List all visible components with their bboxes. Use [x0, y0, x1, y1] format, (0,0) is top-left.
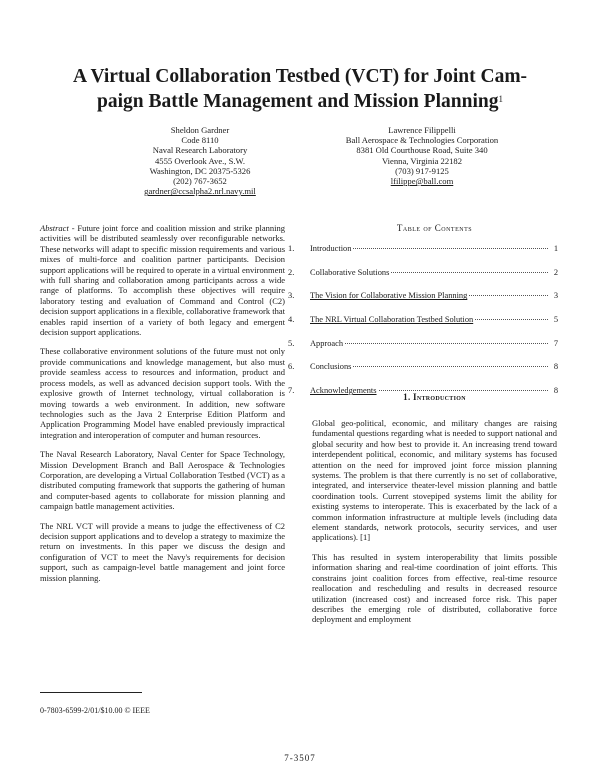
footnote-rule	[40, 692, 142, 693]
toc-number: 1.	[288, 244, 295, 253]
toc-entry[interactable]	[288, 244, 558, 268]
toc-leader-dots	[469, 295, 548, 296]
abstract-text: - Future joint force and coalition mission and strike planning activities will be distributed seamlessly over reconfigurable networks. These networks will adapt to specific mission requirements and various mixes of multi-force and coalition partner participants. Decision support applications will be required to operate in a virtual environment with full sharing and collaboration among participants across a wide range of platforms. To accomplish these objectives will require laboratory testing and evaluation of Command and Control (C2) decision support applications in a flexible, collaborative framework that enables rapid insertion of a variety of both legacy and emergent decision support applications.	[40, 223, 285, 338]
toc-page: 3	[553, 291, 558, 301]
toc-leader-dots	[353, 248, 548, 249]
toc-leader-dots	[391, 272, 548, 273]
toc-page: 2	[553, 267, 558, 277]
toc-number: 2.	[288, 267, 295, 277]
toc-leader-dots	[475, 319, 548, 320]
title-line-1: A Virtual Collaboration Testbed (VCT) for Joint Cam-	[72, 66, 528, 87]
toc-title: Table of Contents	[396, 223, 473, 233]
author-email[interactable]: gardner@ccsalpha2.nrl.navy.mil	[144, 186, 256, 197]
author-name: Lawrence Filippelli	[388, 125, 456, 135]
toc-entry[interactable]	[288, 339, 558, 363]
toc-leader-dots	[345, 343, 548, 344]
toc-leader-dots	[353, 366, 548, 367]
author-block-1	[80, 125, 320, 196]
toc-entry[interactable]	[288, 268, 558, 292]
table-of-contents	[288, 244, 558, 410]
author-affiliation-line: 4555 Overlook Ave., S.W.	[155, 155, 245, 166]
body-paragraph: The NRL VCT will provide a means to judge the effectiveness of C2 decision support applications and to develop a strategy to maximize the return on investments. In this paper we discuss the design and configuration of VCT to meet the Navy's requirements for decision support, such as campaign-level battle management and joint force mission planning.	[40, 520, 285, 583]
author-block-2	[302, 125, 542, 186]
toc-page: 1	[553, 244, 558, 253]
toc-page: 8	[553, 386, 558, 396]
body-paragraph: The Naval Research Laboratory, Naval Center for Space Technology, Mission Development Branch and Ball Aerospace & Technologies Corporation, are developing a Virtual Collaboration Testbed (VCT) as a distributed computing framework that supports the gathering of human and computer-based agents to collaborate for mission planning and campaign battle management activities.	[40, 449, 285, 512]
author-email[interactable]: lfilippe@ball.com	[390, 176, 454, 187]
body-paragraph: This has resulted in system interoperability that limits possible information sharing and real-time coordination of joint efforts. This constrains joint coalition forces from effective, real-time resource reallocation and rescheduling and results in decreased resource utilization (increased cost) and increased force risk. This paper describes the emerging role of distributed, collaborative force deployment and employment	[312, 551, 557, 625]
author-affiliation-line: Washington, DC 20375-5326	[149, 165, 251, 176]
toc-number: 3.	[288, 291, 295, 301]
page-number: 7-3507	[284, 753, 316, 763]
toc-number: 5.	[288, 338, 295, 348]
toc-label: The Vision for Collaborative Mission Planning	[310, 291, 468, 301]
toc-entry[interactable]	[288, 315, 558, 339]
author-affiliation-line: Ball Aerospace & Technologies Corporation	[345, 135, 499, 146]
author-phone: (202) 767-3652	[173, 176, 227, 187]
author-affiliation-line: Code 8110	[181, 135, 219, 146]
title-line-2: paign Battle Management and Mission Planning	[97, 91, 499, 112]
body-paragraph: These collaborative environment solutions of the future must not only provide communications and knowledge management, but also must provide seamless access to resources and information, product and process models, as well as advanced decision support tools. With the explosive growth of Internet technology, virtual collaboration is moving towards a web environment. In addition, new software technologies such as the Java 2 Enterprise Edition Platform and Application Programming Model have enabled previously impractical integration and interoperation of computer and human resources.	[40, 346, 285, 440]
toc-number: 7.	[288, 386, 295, 396]
title-footnote-mark: 1	[498, 94, 503, 104]
section-heading: 1. Introduction	[403, 392, 466, 402]
toc-label: Acknowledgements	[310, 386, 377, 396]
toc-label: Approach	[310, 338, 344, 348]
abstract	[40, 223, 285, 337]
toc-page: 7	[553, 338, 558, 348]
toc-leader-dots	[379, 390, 548, 391]
paper-title	[40, 64, 560, 114]
author-affiliation-line: 8381 Old Courthouse Road, Suite 340	[356, 145, 488, 156]
author-phone: (703) 917-9125	[395, 165, 449, 176]
toc-label: Introduction	[310, 244, 352, 253]
body-paragraph: Global geo-political, economic, and military changes are raising fundamental questions regarding what is needed to support national and global security and how best to provide it. An increasing trend toward interdependent political, economic, and military systems has focused attention on the need for improved joint force mission planning systems. The problem is that there currently is no set of collaborative, integrated, and interservice theater-level mission planning and battle coordination tools. Current stovepiped systems limit the ability for existing systems to interoperate. This is exacerbated by the lack of a common information infrastructure at multiple levels (including data element standards, network protocols, security services, and user applications). [1]	[312, 418, 557, 543]
toc-entry[interactable]	[288, 362, 558, 386]
author-affiliation-line: Naval Research Laboratory	[152, 145, 248, 156]
toc-number: 4.	[288, 315, 295, 325]
toc-page: 5	[553, 315, 558, 325]
copyright-footnote: 0-7803-6599-2/01/$10.00 © IEEE	[40, 706, 150, 715]
author-name: Sheldon Gardner	[170, 125, 230, 135]
toc-page: 8	[553, 362, 558, 372]
toc-label: Conclusions	[310, 362, 352, 372]
author-affiliation-line: Vienna, Virginia 22182	[381, 155, 463, 166]
toc-number: 6.	[288, 362, 295, 372]
right-column	[312, 418, 557, 634]
left-column	[40, 223, 285, 592]
toc-label: Collaborative Solutions	[310, 267, 390, 277]
abstract-label: Abstract	[40, 223, 69, 233]
toc-entry[interactable]	[288, 291, 558, 315]
toc-label: The NRL Virtual Collaboration Testbed Solution	[310, 315, 474, 325]
